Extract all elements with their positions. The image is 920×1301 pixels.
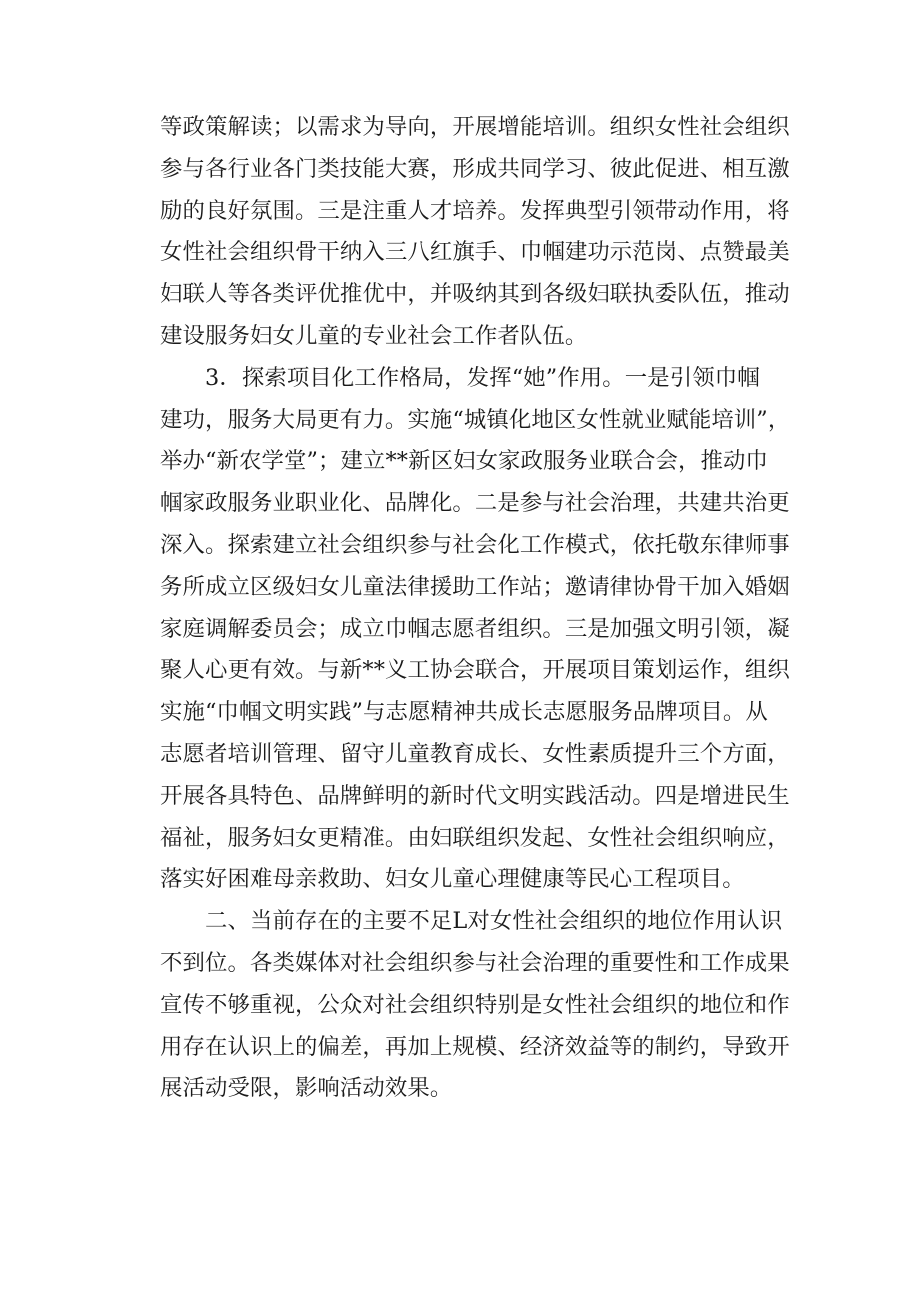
text-line: 深入。探索建立社会组织参与社会化工作模式，依托敬东律师事 — [160, 531, 790, 558]
text-line: 二、当前存在的主要不足L对女性社会组织的地位作用认识 — [205, 908, 783, 935]
text-line: 女性社会组织骨干纳入三八红旗手、巾帼建功示范岗、点赞最美 — [160, 239, 790, 266]
paragraph-project-framework — [160, 358, 800, 901]
text-line: 参与各行业各门类技能大赛，形成共同学习、彼此促进、相互激 — [160, 155, 790, 182]
paragraph-main-shortcomings — [160, 901, 800, 1110]
text-line: 聚人心更有效。与新**义工协会联合，开展项目策划运作，组织 — [160, 657, 790, 684]
text-line: 3．探索项目化工作格局，发挥“她”作用。一是引领巾帼 — [205, 364, 760, 391]
text-line: 落实好困难母亲救助、妇女儿童心理健康等民心工程项目。 — [160, 866, 745, 893]
text-line: 开展各具特色、品牌鲜明的新时代文明实践活动。四是增进民生 — [160, 782, 790, 809]
text-line: 举办“新农学堂”；建立**新区妇女家政服务业联合会，推动巾 — [160, 448, 768, 475]
paragraph-talent-training — [160, 107, 800, 358]
text-line: 帼家政服务业职业化、品牌化。二是参与社会治理，共建共治更 — [160, 490, 790, 517]
document-page — [160, 107, 800, 1110]
text-line: 建设服务妇女儿童的专业社会工作者队伍。 — [160, 322, 588, 349]
text-line: 实施“巾帼文明实践”与志愿精神共成长志愿服务品牌项目。从 — [160, 699, 768, 726]
text-line: 妇联人等各类评优推优中，并吸纳其到各级妇联执委队伍，推动 — [160, 281, 790, 308]
text-line: 家庭调解委员会；成立巾帼志愿者组织。三是加强文明引领，凝 — [160, 615, 790, 642]
text-line: 用存在认识上的偏差，再加上规模、经济效益等的制约，导致开 — [160, 1033, 790, 1060]
text-line: 展活动受限，影响活动效果。 — [160, 1075, 453, 1102]
text-line: 志愿者培训管理、留守儿童教育成长、女性素质提升三个方面， — [160, 740, 790, 767]
text-line: 等政策解读；以需求为导向，开展增能培训。组织女性社会组织 — [160, 114, 790, 140]
text-line: 不到位。各类媒体对社会组织参与社会治理的重要性和工作成果 — [160, 949, 790, 976]
text-line: 宣传不够重视，公众对社会组织特别是女性社会组织的地位和作 — [160, 991, 790, 1018]
text-line: 励的良好氛围。三是注重人才培养。发挥典型引领带动作用，将 — [160, 197, 790, 224]
text-line: 福祉，服务妇女更精准。由妇联组织发起、女性社会组织响应， — [160, 824, 790, 851]
text-line: 务所成立区级妇女儿童法律援助工作站；邀请律协骨干加入婚姻 — [160, 573, 790, 600]
text-line: 建功，服务大局更有力。实施“城镇化地区女性就业赋能培训”， — [160, 406, 791, 433]
